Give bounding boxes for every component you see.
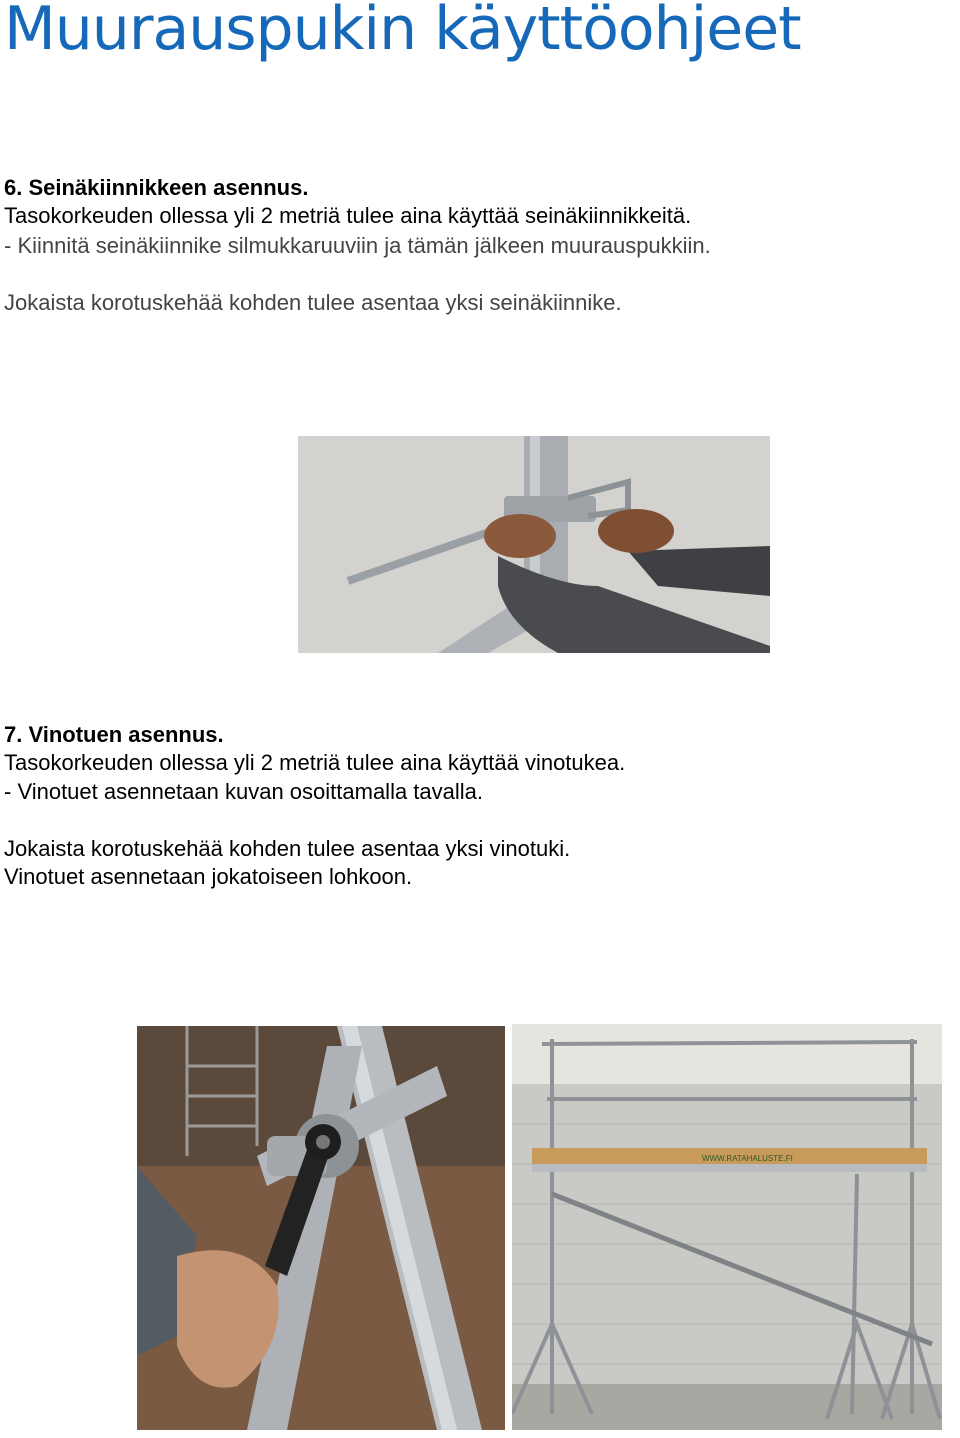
section-6-text-1: Tasokorkeuden ollessa yli 2 metriä tulee aina käyttää seinäkiinnikkeitä.	[4, 203, 692, 228]
section-6-text-2: - Kiinnitä seinäkiinnike silmukkaruuviin ja tämän jälkeen muurauspukkiin.	[4, 233, 711, 258]
section-6-text-3: Jokaista korotuskehää kohden tulee asentaa yksi seinäkiinnike.	[4, 290, 622, 315]
section-7-heading: 7. Vinotuen asennus.	[4, 722, 224, 747]
section-7-text-3: Jokaista korotuskehää kohden tulee asentaa yksi vinotuki.	[4, 836, 571, 861]
page-title: Muurauspukin käyttöohjeet	[4, 0, 801, 64]
section-7-text-2: - Vinotuet asennetaan kuvan osoittamalla tavalla.	[4, 779, 484, 804]
section-6-heading: 6. Seinäkiinnikkeen asennus.	[4, 175, 309, 200]
wall-bracket-photo	[298, 436, 770, 653]
plank-label: WWW.RATAHALUSTE.FI	[702, 1154, 793, 1163]
diagonal-brace-scaffold-photo	[512, 1024, 942, 1430]
section-7-text-1: Tasokorkeuden ollessa yli 2 metriä tulee aina käyttää vinotukea.	[4, 750, 626, 775]
diagonal-clamp-photo	[137, 1026, 505, 1430]
section-7-text-4: Vinotuet asennetaan jokatoiseen lohkoon.	[4, 864, 413, 889]
